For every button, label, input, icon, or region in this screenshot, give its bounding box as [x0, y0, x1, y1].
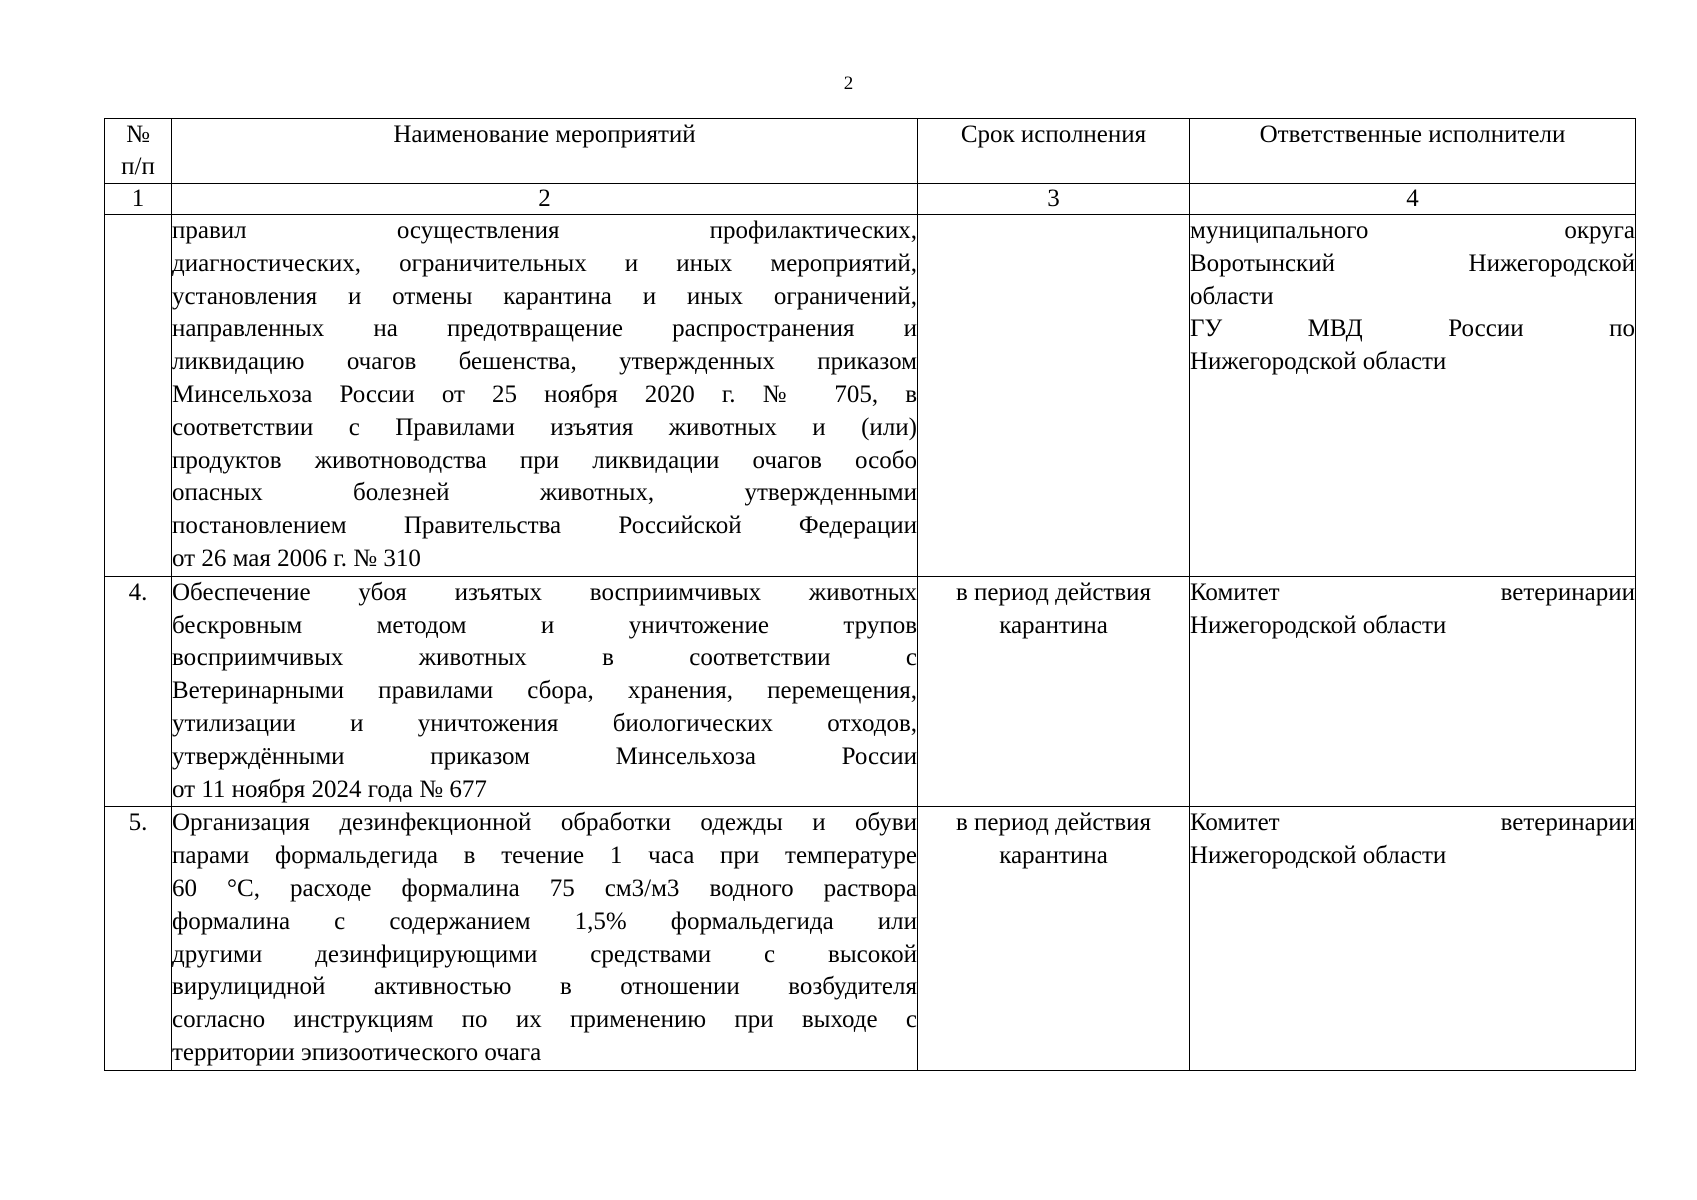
table-row: [105, 576, 1636, 807]
execution-term-line: в период действия: [955, 809, 1152, 837]
measure-name-line: территории эпизоотического очага: [172, 1038, 542, 1066]
measure-name-line: от 11 ноября 2024 года № 677: [172, 775, 487, 803]
measure-name-line: направленных на предотвращение распространения и: [172, 315, 917, 343]
responsible-executors-line: Нижегородской области: [1190, 611, 1447, 639]
column-index: 1: [105, 184, 172, 215]
responsible-executors-line: Нижегородской области: [1190, 842, 1447, 870]
responsible-executors: [1190, 215, 1636, 577]
execution-term: [918, 807, 1190, 1070]
responsible-executors-line: ГУ МВД России по: [1190, 315, 1635, 343]
measure-name-line: согласно инструкциям по их применению при выходе с: [172, 1006, 917, 1034]
measure-name-line: вирулицидной активностью в отношении возбудителя: [172, 973, 917, 1001]
column-index: 3: [918, 184, 1190, 215]
measure-name-line: 60 °С, расходе формалина 75 см3/м3 водного раствора: [172, 874, 917, 902]
row-number: 5.: [105, 807, 172, 1070]
responsible-executors-line: муниципального округа: [1190, 217, 1635, 244]
responsible-executors-line: Воротынский Нижегородской: [1190, 249, 1635, 277]
measure-name-line: постановлением Правительства Российской Федерации: [172, 512, 917, 540]
measures-table: [104, 118, 1636, 1071]
header-num-line-1: №: [126, 121, 150, 148]
header-num: [105, 119, 172, 184]
row-number: 4.: [105, 576, 172, 807]
header-term: Срок исполнения: [918, 119, 1190, 184]
measure-name-line: другими дезинфицирующими средствами с высокой: [172, 940, 917, 968]
measure-name-line: формалина с содержанием 1,5% формальдегида или: [172, 907, 917, 935]
execution-term-line: карантина: [999, 611, 1108, 639]
measure-name-line: Минсельхоза России от 25 ноября 2020 г. № 705, в: [172, 380, 917, 408]
measure-name-line: от 26 мая 2006 г. № 310: [172, 544, 421, 572]
page-number: 2: [843, 73, 854, 94]
measure-name: [172, 215, 918, 577]
execution-term: [918, 215, 1190, 577]
measure-name-line: Организация дезинфекционной обработки одежды и обуви: [172, 809, 917, 837]
measure-name-line: Ветеринарными правилами сбора, хранения, перемещения,: [172, 677, 917, 705]
measure-name-line: установления и отмены карантина и иных ограничений,: [172, 282, 917, 310]
table-row: [105, 215, 1636, 577]
table-row: [105, 807, 1636, 1070]
table-body: [105, 215, 1636, 1071]
responsible-executors-line: области: [1190, 282, 1274, 310]
column-index-row: [105, 184, 1636, 215]
measure-name-line: правил осуществления профилактических,: [172, 217, 917, 244]
execution-term: [918, 576, 1190, 807]
measure-name-line: утверждёнными приказом Минсельхоза России: [172, 742, 917, 770]
header-responsible: Ответственные исполнители: [1190, 119, 1636, 184]
measure-name-line: соответствии с Правилами изъятия животных и (или): [172, 413, 917, 441]
measure-name-line: бескровным методом и уничтожение трупов: [172, 611, 917, 639]
column-index: 2: [172, 184, 918, 215]
measure-name-line: парами формальдегида в течение 1 часа при температуре: [172, 842, 917, 870]
measure-name-line: Обеспечение убоя изъятых восприимчивых животных: [172, 578, 917, 606]
measure-name-line: утилизации и уничтожения биологических отходов,: [172, 709, 917, 737]
measure-name-line: опасных болезней животных, утвержденными: [172, 479, 917, 507]
measure-name-line: ликвидацию очагов бешенства, утвержденных приказом: [172, 348, 917, 376]
column-index: 4: [1190, 184, 1636, 215]
responsible-executors: [1190, 576, 1636, 807]
execution-term-line: в период действия: [955, 578, 1152, 606]
measure-name-line: восприимчивых животных в соответствии с: [172, 644, 917, 672]
measure-name-line: диагностических, ограничительных и иных мероприятий,: [172, 249, 917, 277]
responsible-executors-line: Комитет ветеринарии: [1190, 809, 1635, 837]
measure-name: [172, 576, 918, 807]
responsible-executors: [1190, 807, 1636, 1070]
row-number: [105, 215, 172, 577]
measure-name: [172, 807, 918, 1070]
header-num-line-2: п/п: [121, 153, 155, 180]
execution-term-line: карантина: [999, 842, 1108, 870]
responsible-executors-line: Нижегородской области: [1190, 348, 1447, 376]
measure-name-line: продуктов животноводства при ликвидации очагов особо: [172, 446, 917, 474]
table-header-row: [105, 119, 1636, 184]
header-name: Наименование мероприятий: [172, 119, 918, 184]
responsible-executors-line: Комитет ветеринарии: [1190, 578, 1635, 606]
